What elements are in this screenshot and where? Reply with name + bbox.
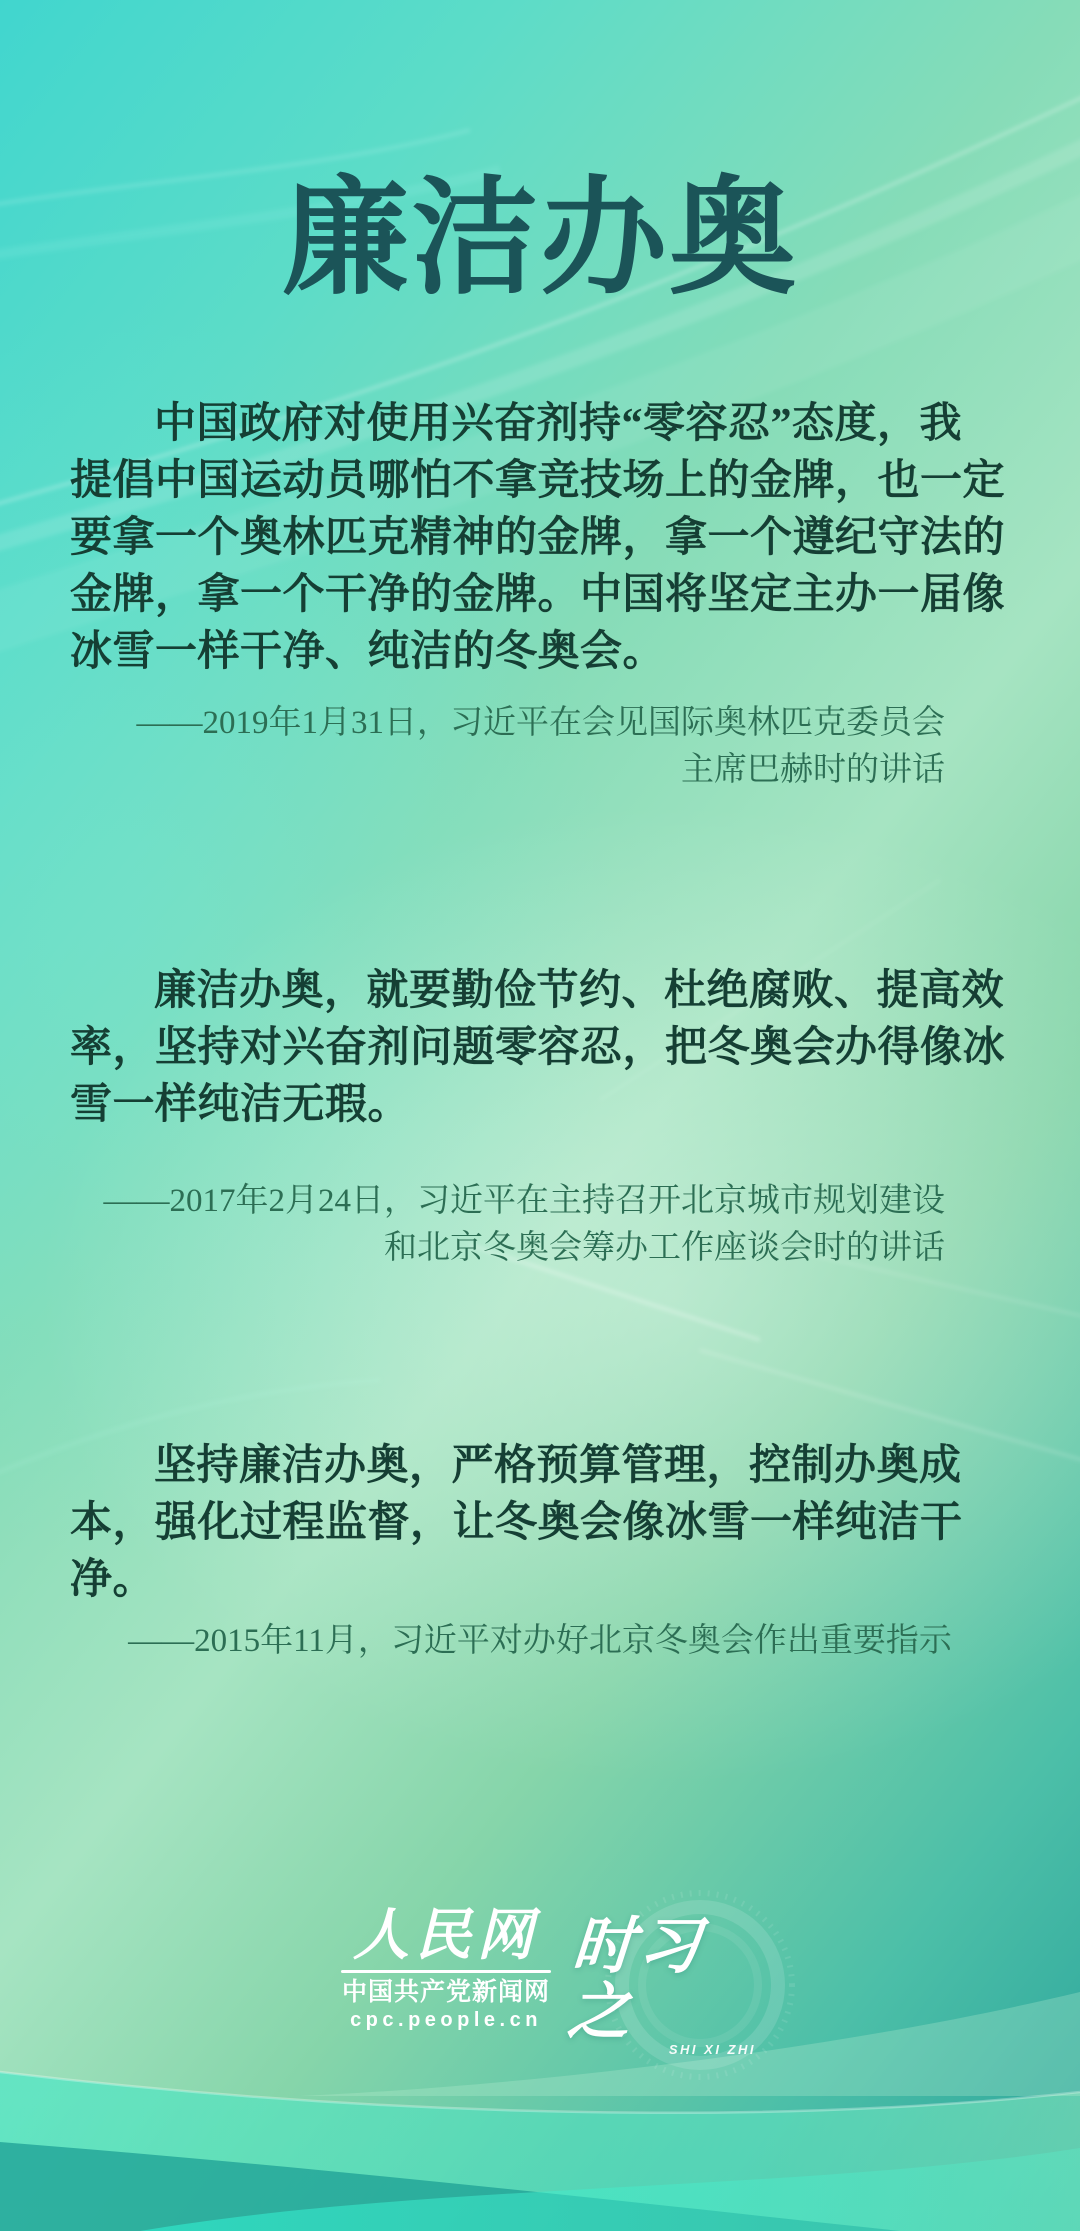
footer bbox=[0, 1902, 1080, 2062]
quote-block-2 bbox=[70, 963, 1010, 1134]
quote-attribution-3 bbox=[0, 1618, 1080, 1665]
quote-line: 冰雪一样干净、纯洁的冬奥会。 bbox=[70, 629, 666, 675]
quote-line: 坚持廉洁办奥，严格预算管理，控制办奥成 bbox=[154, 1443, 962, 1489]
quote-block-1 bbox=[70, 396, 1010, 681]
quote-line: 中国政府对使用兴奋剂持“零容忍”态度，我 bbox=[154, 401, 963, 447]
quote-attribution-2 bbox=[70, 1178, 945, 1272]
quote-line: 提倡中国运动员哪怕不拿竞技场上的金牌，也一定 bbox=[70, 458, 1006, 504]
attribution-line: ——2019年1月31日，习近平在会见国际奥林匹克委员会 bbox=[136, 705, 945, 741]
quote-line: 廉洁办奥，就要勤俭节约、杜绝腐败、提高效 bbox=[154, 968, 1005, 1014]
cpc-news-domain: cpc.people.cn bbox=[350, 2009, 542, 2031]
shixizhi-pinyin: SHI XI ZHI bbox=[668, 2042, 756, 2057]
quote-line: 金牌，拿一个干净的金牌。中国将坚定主办一届像 bbox=[70, 572, 1006, 618]
quote-attribution-1 bbox=[70, 700, 945, 794]
attribution-line: ——2017年2月24日，习近平在主持召开北京城市规划建设 bbox=[103, 1183, 945, 1219]
poster-title: 廉洁办奥 bbox=[281, 170, 798, 310]
cpc-news-site-name: 中国共产党新闻网 bbox=[341, 1978, 550, 2006]
peoples-daily-script-icon: 人民网 bbox=[353, 1902, 539, 1968]
shixizhi-logo bbox=[565, 1912, 760, 2057]
quote-line: 净。 bbox=[70, 1557, 156, 1603]
attribution-line: ——2015年11月，习近平对办好北京冬奥会作出重要指示 bbox=[128, 1623, 952, 1659]
attribution-line: 和北京冬奥会筹办工作座谈会时的讲话 bbox=[384, 1230, 945, 1266]
quote-line: 率，坚持对兴奋剂问题零容忍，把冬奥会办得像冰 bbox=[70, 1025, 1006, 1071]
quote-line: 雪一样纯洁无瑕。 bbox=[70, 1082, 411, 1128]
shixizhi-wordmark: 时习之 bbox=[565, 1912, 707, 2047]
quote-line: 本，强化过程监督，让冬奥会像冰雪一样纯洁干 bbox=[70, 1500, 963, 1546]
peoples-daily-logo bbox=[336, 1902, 556, 2033]
attribution-line: 主席巴赫时的讲话 bbox=[681, 752, 945, 788]
logo-underline bbox=[341, 1970, 551, 1973]
quote-block-3 bbox=[70, 1438, 1010, 1609]
quote-line: 要拿一个奥林匹克精神的金牌，拿一个遵纪守法的 bbox=[70, 515, 1006, 561]
